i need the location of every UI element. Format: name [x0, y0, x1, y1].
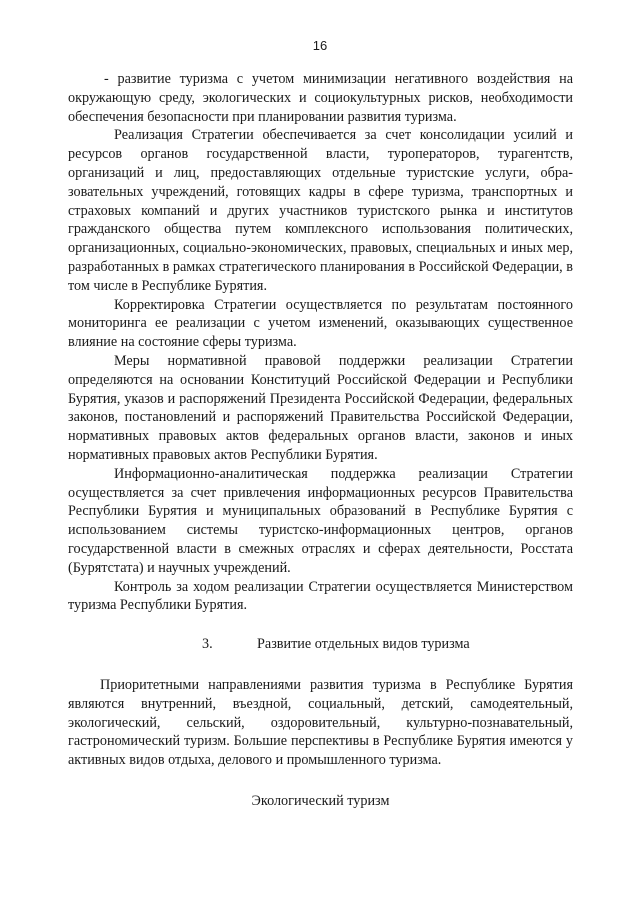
section-number: 3. [202, 636, 213, 653]
paragraph-priority-directions: Приоритетными направлениями развития туризма в Республике Бурятия являются внутренний, въездной, социальный, детский, самодеятельный, экологический, сельский, оздоровительный, культурно-познавательный, гастрономический туризм. Большие перспективы в Республике Бурятия имеются у активных видов отдыха, делового и промышленного туризма. [68, 676, 573, 769]
paragraph-strategy-adjustment: Корректировка Стратегии осуществляется по результатам постоянного мониторинга ее реализации с учетом изменений, оказывающих существенное влияние на состояние сферы туризма. [68, 296, 573, 351]
section-heading [68, 635, 573, 654]
page-number: 16 [312, 38, 328, 53]
document-body [68, 70, 573, 811]
paragraph-legal-support: Меры нормативной правовой поддержки реализации Стратегии определяются на основании Конституций Российской Федерации и Республики Бурятия, указов и распоряжений Президента Российской Федерации, федеральных законов, постановлений и распоряжений Правительства Российской Федерации, нормативных правовых актов федеральных органов власти, законов и иных нормативных правовых актов Республики Бурятия. [68, 352, 573, 463]
paragraph-strategy-implementation: Реализация Стратегии обеспечивается за счет консолидации усилий и ресурсов органов государственной власти, туроператоров, турагентств, организаций и лиц, предоставляющих отдельные туристские услуги, образовательных учреждений, готовящих кадры в сфере туризма, транспортных и страховых компаний и других участников туристского рынка и институтов гражданского общества путем комплексного использования политических, организационных, социально-экономических, правовых, специальных и иных мер, разработанных в рамках стратегического планирования в Российской Федерации, в том числе в Республике Бурятия. [68, 127, 573, 294]
paragraph-tourism-risk-minimization: - развитие туризма с учетом минимизации негативного воздействия на окружающую среду, экологических и социокультурных рисков, необходимости обеспечения безопасности при планировании развития туризма. [68, 71, 573, 125]
section-title: Развитие отдельных видов туризма [257, 636, 470, 653]
paragraph-control: Контроль за ходом реализации Стратегии осуществляется Министерством туризма Республики Бурятия. [68, 578, 573, 614]
paragraph-information-support: Информационно-аналитическая поддержка реализации Стратегии осуществляется за счет привлечения информационных ресурсов Правительства Республики Бурятия и муниципальных образований в Республике Бурятия с использованием системы туристско-информационных центров, органов государственной власти в смежных отраслях и сферах деятельности, Росстата (Бурятстата) и научных учреждений. [68, 465, 573, 576]
subheading-ecological-tourism: Экологический туризм [251, 792, 390, 809]
